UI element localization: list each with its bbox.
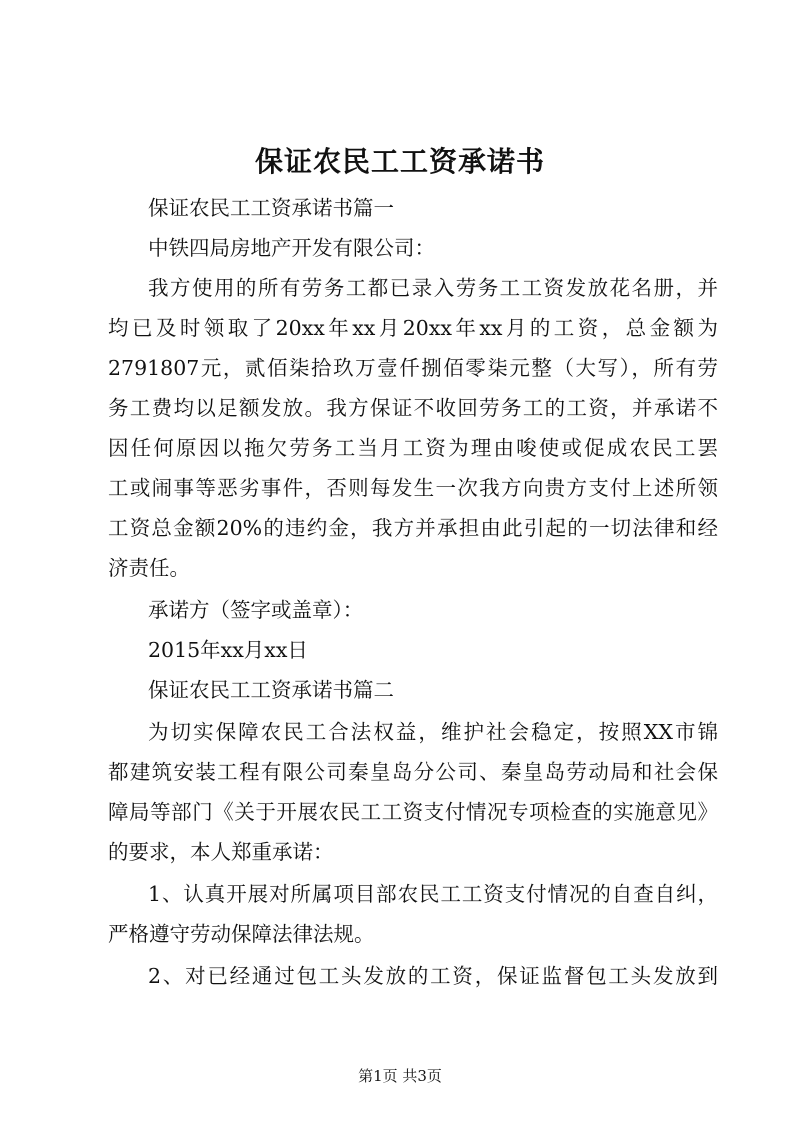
- paragraph-line: 因任何原因以拖欠劳务工当月工资为理由唆使或促成农民工罢: [108, 436, 718, 460]
- section-heading-1: 保证农民工工资承诺书篇一: [148, 196, 394, 220]
- date-line: 2015年xx月xx日: [148, 638, 308, 662]
- paragraph-line: 2、对已经通过包工头发放的工资，保证监督包工头发放到: [148, 964, 718, 988]
- paragraph-line: 都建筑安装工程有限公司秦皇岛分公司、秦皇岛劳动局和社会保: [108, 760, 718, 784]
- paragraph-line: 济责任。: [108, 556, 190, 580]
- signatory-line: 承诺方（签字或盖章）：: [148, 598, 364, 622]
- document-title: 保证农民工工资承诺书: [254, 145, 545, 178]
- paragraph-line: 工或闹事等恶劣事件，否则每发生一次我方向贵方支付上述所领: [108, 476, 718, 500]
- paragraph-line: 严格遵守劳动保障法律法规。: [108, 922, 375, 946]
- paragraph-line: 工资总金额20%的违约金，我方并承担由此引起的一切法律和经: [108, 516, 718, 540]
- paragraph-line: 1、认真开展对所属项目部农民工工资支付情况的自查自纠，: [148, 882, 718, 906]
- section-heading-2: 保证农民工工资承诺书篇二: [148, 678, 394, 702]
- paragraph-line: 为切实保障农民工合法权益，维护社会稳定，按照XX市锦: [148, 720, 718, 744]
- page-number-footer: 第1页 共3页: [358, 1067, 442, 1085]
- paragraph-line: 障局等部门《关于开展农民工工资支付情况专项检查的实施意见》: [108, 800, 718, 824]
- paragraph-line: 均已及时领取了20xx年xx月20xx年xx月的工资，总金额为: [108, 316, 718, 340]
- addressee-line: 中铁四局房地产开发有限公司：: [148, 236, 435, 260]
- paragraph-line: 的要求，本人郑重承诺：: [108, 840, 334, 864]
- paragraph-line: 我方使用的所有劳务工都已录入劳务工工资发放花名册，并: [148, 276, 718, 300]
- paragraph-line: 2791807元，贰佰柒拾玖万壹仟捌佰零柒元整（大写），所有劳: [108, 356, 718, 380]
- paragraph-line: 务工费均以足额发放。我方保证不收回劳务工的工资，并承诺不: [108, 396, 718, 420]
